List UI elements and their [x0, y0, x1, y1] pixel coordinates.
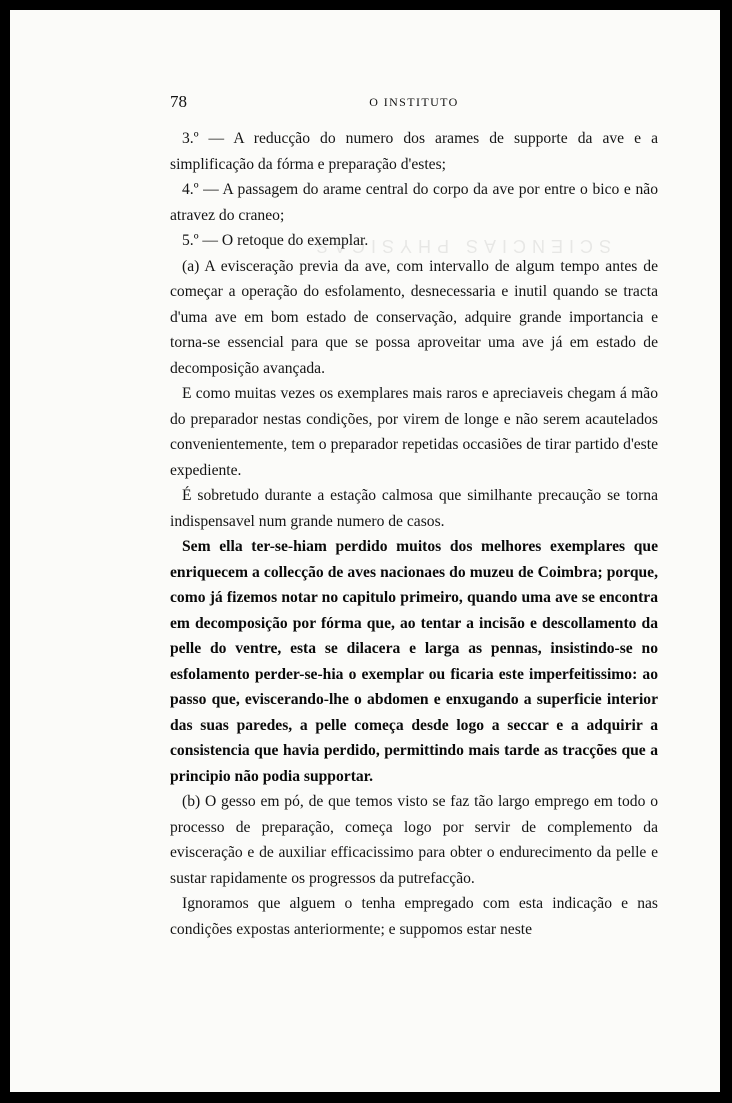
book-page	[10, 10, 720, 1092]
paragraph-note-a: (a) A evisceração previa da ave, com intervallo de algum tempo antes de começar a operação do esfolamento, desnecessaria e inutil quando se tracta d'uma ave em bom estado de conservação, adquire grande importancia e torna-se essencial para que se possa aproveitar uma ave já em estado de decomposição avançada.	[170, 257, 658, 377]
paragraph-coimbra-collection: Sem ella ter-se-hiam perdido muitos dos melhores exemplares que enriquecem a collecção de aves nacionaes do muzeu de Coimbra; porque, como já fizemos notar no capitulo primeiro, quando uma ave se encontra em decomposição por fórma que, ao tentar a incisão e descollamento da pelle do ventre, esta se dilacera e larga as pennas, insistindo-se no esfolamento perder-se-hia o exemplar ou ficaria este imperfeitissimo: ao passo que, eviscerando-lhe o abdomen e enxugando a superficie interior das suas paredes, a pelle começa desde logo a seccar e a adquirir a consistencia que havia perdido, permittindo mais tarde as tracções que a principio não podia supportar.	[170, 538, 658, 785]
page-number: 78	[170, 92, 187, 111]
running-title: O INSTITUTO	[369, 95, 459, 109]
bleed-through-text: SCIENCIAS PHYSICAS	[310, 236, 612, 256]
paragraph-hot-season: É sobretudo durante a estação calmosa que similhante precaução se torna indispensavel num grande numero de casos.	[170, 487, 658, 530]
body-text	[170, 126, 658, 942]
paragraph-closing: Ignoramos que alguem o tenha empregado com esta indicação e nas condições expostas anteriormente; e suppomos estar neste	[170, 895, 658, 938]
page-header	[170, 92, 658, 114]
paragraph-item-3: 3.º — A reducção do numero dos arames de supporte da ave e a simplificação da fórma e preparação d'estes;	[170, 130, 658, 173]
paragraph-item-4: 4.º — A passagem do arame central do corpo da ave por entre o bico e não atravez do craneo;	[170, 181, 658, 224]
paragraph-note-b: (b) O gesso em pó, de que temos visto se faz tão largo emprego em todo o processo de preparação, começa logo por servir de complemento da evisceração e de auxiliar efficacissimo para obter o endurecimento da pelle e sustar rapidamente os progressos da putrefacção.	[170, 793, 658, 887]
paragraph-rare-specimens: E como muitas vezes os exemplares mais raros e apreciaveis chegam á mão do preparador nestas condições, por virem de longe e não serem acautelados convenientemente, tem o preparador repetidas occasiões de tirar partido d'este expediente.	[170, 385, 658, 479]
paragraph-item-5: 5.º — O retoque do exemplar.	[182, 232, 369, 249]
